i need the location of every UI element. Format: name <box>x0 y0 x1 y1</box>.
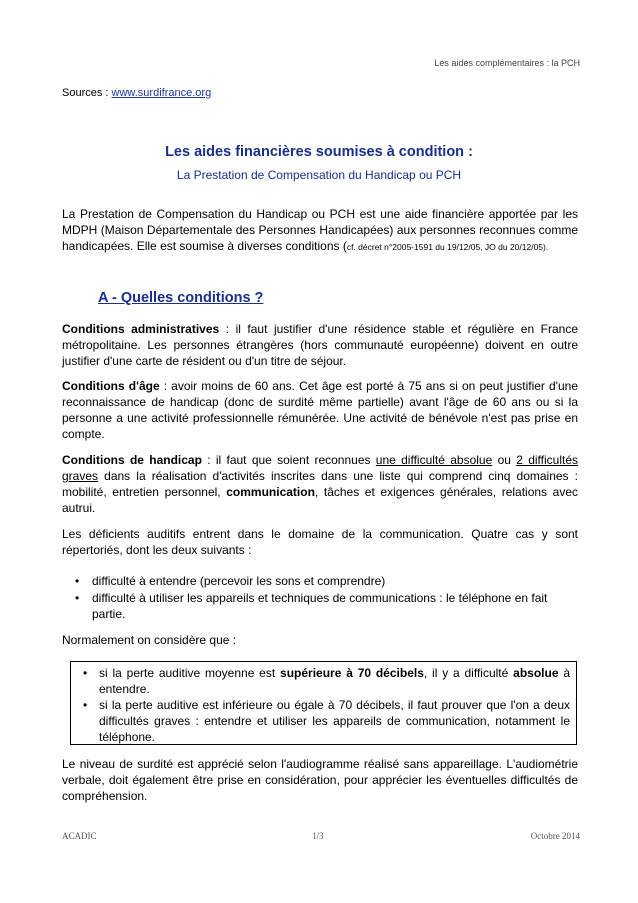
box-threshold: supérieure à 70 décibels <box>280 666 424 680</box>
list-item: • difficulté à utiliser les appareils et techniques de communications : le téléphone en fait partie. <box>75 591 548 621</box>
deficients-paragraph: Les déficients auditifs entrent dans le domaine de la communication. Quatre cas y sont répertoriés, dont les deux suivants : <box>62 527 578 557</box>
absolute-difficulty: une difficulté absolue <box>375 453 493 467</box>
handicap-text-4: , tâches et exigences générales, relations avec autrui. <box>62 485 578 515</box>
sources-link[interactable]: www.surdifrance.org <box>111 87 212 99</box>
conditions-handicap-paragraph <box>62 452 578 516</box>
conditions-age-text: : avoir moins de 60 ans. Cet âge est porté à 75 ans si on peut justifier d'une reconnaissance de handicap (donc de surdité même partielle) avant l'âge de 60 ans ou si la personne a une activité professionnelle rémunérée. Une activité de bénévole n'est pas prise en compte. <box>62 379 578 441</box>
sources-line <box>62 87 211 99</box>
page-subtitle: La Prestation de Compensation du Handicap ou PCH <box>176 168 462 182</box>
box-item: • si la perte auditive moyenne est supérieure à 70 décibels, il y a difficulté absolue à entendre. <box>83 666 570 696</box>
conditions-age-paragraph <box>62 378 578 442</box>
footer-left: ACADIC <box>62 831 97 841</box>
conditions-age-label: Conditions d'âge <box>62 379 160 393</box>
intro-text: La Prestation de Compensation du Handicap ou PCH est une aide financière apportée par les MDPH (Maison Départementale des Personnes Handicapées) aux personnes reconnues comme handicapées. Elle est soumise à diverses conditions ( <box>62 207 578 253</box>
running-header: Les aides complémentaires : la PCH <box>434 58 580 68</box>
list-item-text: difficulté à entendre (percevoir les sons et comprendre) <box>92 574 386 588</box>
intro-paragraph <box>62 206 578 255</box>
box-text: , il y a difficulté <box>423 666 514 680</box>
box-text: si la perte auditive moyenne est <box>99 666 281 680</box>
list-item: • difficulté à entendre (percevoir les sons et comprendre) <box>75 574 386 588</box>
decree-reference: cf. décret n°2005-1591 du 19/12/05, JO du 20/12/05). <box>346 242 549 252</box>
box-item: • si la perte auditive est inférieure ou égale à 70 décibels, il faut prouver que l'on a deux difficultés graves : entendre et utiliser les appareils de communication, notamment le téléphone. <box>83 698 570 744</box>
box-text: à entendre. <box>99 666 570 696</box>
communication-domain: communication <box>226 485 315 499</box>
conditions-handicap-label: Conditions de handicap <box>62 453 202 467</box>
footer-date: Octobre 2014 <box>530 831 580 841</box>
normalement-paragraph: Normalement on considère que : <box>62 633 237 647</box>
conditions-admin-text: : il faut justifier d'une résidence stable et régulière en France métropolitaine. Les personnes étrangères (hors communauté européenne) doivent en outre justifier d'une carte de résident ou d'un titre de séjour. <box>62 322 578 368</box>
handicap-text-2: ou <box>492 453 517 467</box>
box-text: si la perte auditive est inférieure ou égale à 70 décibels, il faut prouver que l'on a deux difficultés graves : entendre et utiliser les appareils de communication, notamment le téléphone. <box>99 698 570 744</box>
page-title: Les aides financières soumises à condition : <box>165 144 473 160</box>
handicap-text-1: : il faut que soient reconnues <box>201 453 376 467</box>
conditions-admin-paragraph <box>62 321 578 369</box>
sources-label: Sources : <box>62 87 112 99</box>
conditions-admin-label: Conditions administratives <box>62 322 220 336</box>
niveau-paragraph: Le niveau de surdité est apprécié selon l'audiogramme réalisé sans appareillage. L'audiométrie verbale, doit également être prise en considération, pour apprécier les éventuelles difficultés de compréhension. <box>62 757 578 803</box>
handicap-text-3: dans la réalisation d'activités inscrites dans une liste qui comprend cinq domaines : mobilité, entretien personnel, <box>62 469 578 499</box>
box-absolute: absolue <box>513 666 559 680</box>
section-a-heading: A - Quelles conditions ? <box>98 290 264 306</box>
cases-list <box>62 573 578 623</box>
list-item-text: difficulté à utiliser les appareils et techniques de communications : le téléphone en fait partie. <box>92 591 548 621</box>
threshold-box <box>70 661 577 745</box>
footer-page-number: 1/3 <box>312 831 324 841</box>
serious-difficulties: 2 difficultés graves <box>62 453 578 483</box>
